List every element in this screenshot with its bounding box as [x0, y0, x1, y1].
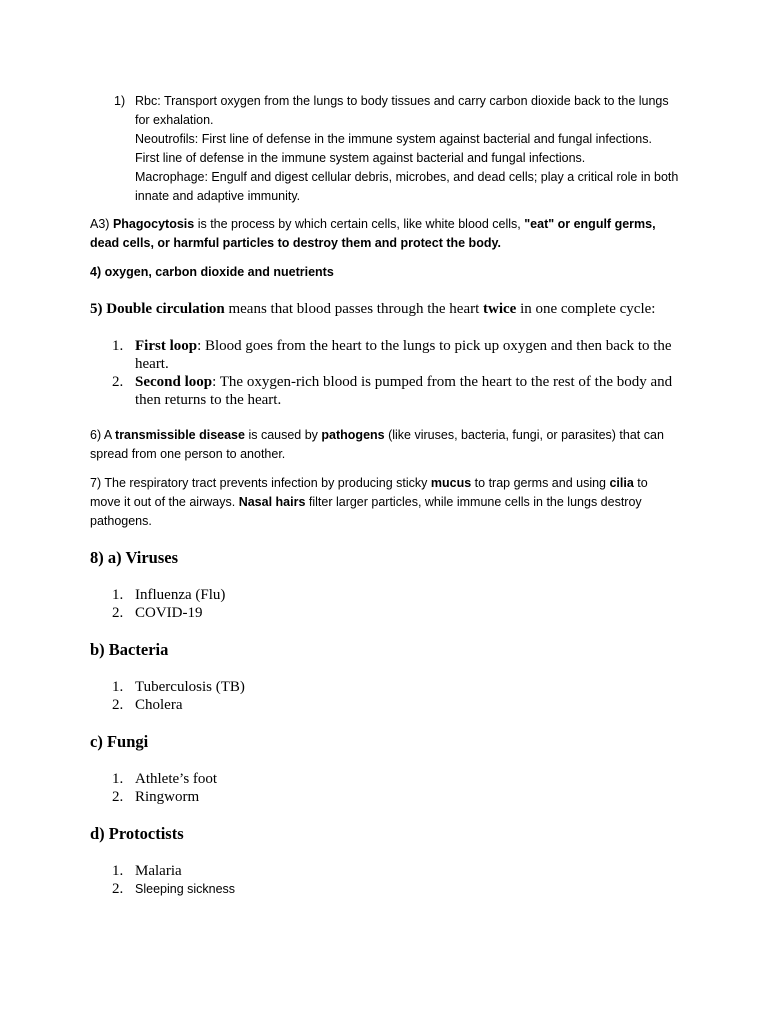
rbc-definition: Rbc: Transport oxygen from the lungs to body tissues and carry carbon dioxide back to the lungs for exhalation. [135, 94, 669, 127]
answer-7-text-a: 7) The respiratory tract prevents infection by producing sticky [90, 476, 431, 490]
heading-fungi: c) Fungi [90, 732, 149, 751]
list-item-text: Athlete’s foot [135, 771, 218, 787]
list-number: 2. [112, 881, 124, 897]
list-number: 2. [112, 374, 124, 390]
transmissible-disease-term: transmissible disease [115, 428, 245, 442]
circulation-loops-list [90, 337, 680, 409]
list-item [90, 770, 680, 788]
answer-5-end: in one complete cycle: [516, 301, 656, 317]
list-number: 1) [114, 94, 126, 108]
second-loop-label: Second loop [135, 374, 213, 390]
list-item [90, 678, 680, 696]
answer-3-bold-text: "eat" or engulf germs, dead cells, or harmful particles to destroy them and protect the body. [90, 217, 656, 250]
list-item-text: Influenza (Flu) [135, 587, 226, 603]
list-number: 2. [112, 605, 124, 621]
list-item [90, 880, 680, 898]
protoctists-list [90, 862, 680, 898]
mucus-term: mucus [430, 476, 472, 490]
second-loop-text: : The oxygen-rich blood is pumped from the heart to the rest of the body and then returns to the heart. [135, 374, 673, 408]
viruses-list [90, 586, 680, 622]
answer-4 [90, 263, 680, 282]
answer-7 [90, 474, 680, 531]
heading-bacteria: b) Bacteria [90, 640, 169, 659]
answer-3 [90, 215, 680, 253]
first-loop-label: First loop [135, 338, 198, 354]
list-item [90, 604, 680, 622]
list-item [90, 586, 680, 604]
list-item-text: Sleeping sickness [135, 882, 236, 896]
list-number: 1. [112, 338, 124, 354]
answer-3-text: is the process by which certain cells, like white blood cells, [194, 217, 525, 231]
answer-6-text: is caused by [244, 428, 322, 442]
list-item-text: Malaria [135, 863, 182, 879]
answer-4-text: 4) oxygen, carbon dioxide and nuetrients [90, 265, 334, 279]
list-item [90, 696, 680, 714]
list-item [90, 337, 680, 373]
list-item [90, 862, 680, 880]
heading-protoctists: d) Protoctists [90, 824, 184, 843]
double-circulation-term: 5) Double circulation [90, 301, 225, 317]
list-item [90, 373, 680, 409]
answer-7-text-c: to move it out of the airways. [90, 476, 648, 509]
list-number: 2. [112, 789, 124, 805]
answer-3-prefix: A3) [90, 217, 113, 231]
list-number: 1. [112, 771, 124, 787]
list-number: 1. [112, 587, 124, 603]
list-number: 1. [112, 679, 124, 695]
list-number: 1. [112, 863, 124, 879]
answer-7-text-b: to trap germs and using [471, 476, 610, 490]
bacteria-list [90, 678, 680, 714]
twice-word: twice [483, 301, 517, 317]
neutrophil-definition: Neoutrofils: First line of defense in the immune system against bacterial and fungal infections. [135, 132, 652, 146]
list-item-text: Tuberculosis (TB) [135, 679, 245, 695]
cilia-term: cilia [609, 476, 634, 490]
answer-7-text-d: filter larger particles, while immune cells in the lungs destroy pathogens. [90, 495, 642, 528]
list-item-text: Ringworm [135, 789, 200, 805]
list-number: 2. [112, 697, 124, 713]
answer-1-body [135, 92, 680, 206]
answer-6 [90, 426, 680, 464]
macrophage-definition: Macrophage: Engulf and digest cellular debris, microbes, and dead cells; play a critical role in both innate and adaptive immunity. [135, 170, 679, 203]
answer-6-end: (like viruses, bacteria, fungi, or parasites) that can spread from one person to another. [90, 428, 664, 461]
fungi-list [90, 770, 680, 806]
answer-6-prefix: 6) A [90, 428, 116, 442]
nasal-hairs-term: Nasal hairs [238, 495, 306, 509]
pathogens-term: pathogens [321, 428, 385, 442]
list-item-text: COVID-19 [135, 605, 203, 621]
answer-5-text: means that blood passes through the heart [224, 301, 484, 317]
answer-5 [90, 300, 680, 318]
first-loop-text: : Blood goes from the heart to the lungs to pick up oxygen and then back to the heart. [135, 338, 672, 372]
phagocytosis-term: Phagocytosis [112, 217, 195, 231]
repeated-definition: First line of defense in the immune system against bacterial and fungal infections. [135, 151, 586, 165]
heading-viruses: 8) a) Viruses [90, 548, 178, 567]
list-item [90, 788, 680, 806]
list-item-text: Cholera [135, 697, 183, 713]
